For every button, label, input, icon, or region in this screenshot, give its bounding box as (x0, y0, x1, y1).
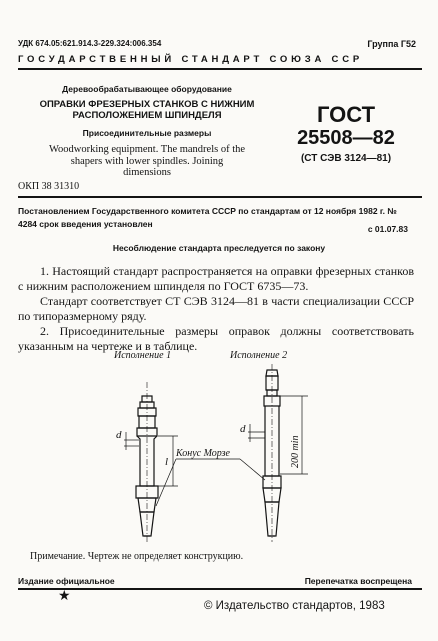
label-d-2: d (240, 423, 246, 435)
mandrel-drawing (18, 346, 358, 546)
udk-code: УДК 674.05:621.914.3-229.324:006.354 (18, 39, 162, 48)
doc-title-line2: РАСПОЛОЖЕНИЕМ ШПИНДЕЛЯ (72, 110, 222, 121)
paragraph-3: 2. Присоединительные размеры оправок должны соответствовать указанным на чертеже и в таблице. (18, 324, 414, 353)
law-warning: Несоблюдение стандарта преследуется по закону (112, 243, 326, 253)
effective-date: с 01.07.83 (367, 224, 408, 234)
header-rule (18, 68, 422, 70)
okp-rule (18, 196, 422, 198)
footer-rule (18, 588, 422, 590)
body-text (18, 264, 414, 354)
morse-taper-label: Конус Морзе (176, 448, 230, 459)
dimension-d-2 (248, 424, 265, 442)
label-200-min: 200 min (290, 435, 301, 468)
doc-title-line1: ОПРАВКИ ФРЕЗЕРНЫХ СТАНКОВ С НИЖНИМ (39, 99, 255, 110)
morse-taper-leader (156, 459, 265, 506)
english-title-line1: Woodworking equipment. The mandrels of the (48, 144, 246, 155)
star-icon: ★ (58, 589, 71, 604)
gost-number: 25508—82 (297, 127, 395, 149)
mandrel-2 (263, 364, 281, 542)
english-title-line3: dimensions (123, 167, 171, 178)
variant-2-label: Исполнение 2 (230, 350, 288, 361)
doc-title (18, 99, 276, 121)
okp-code: ОКП 38 31310 (18, 181, 80, 192)
official-edition: Издание официальное (18, 576, 115, 586)
decree-text: Постановлением Государственного комитета СССР по стандартам от 12 ноября 1982 г. № 4284 срок введения установлен (18, 206, 397, 229)
standard-title: ГОСУДАРСТВЕННЫЙ СТАНДАРТ СОЮЗА ССР (18, 54, 364, 65)
paragraph-2: Стандарт соответствует СТ СЭВ 3124—81 в части специализации СССР по типоразмерному ряду. (18, 294, 414, 323)
drawing-note: Примечание. Чертеж не определяет конструкцию. (30, 551, 244, 562)
english-title (18, 144, 276, 179)
gost-block (287, 104, 405, 164)
category: Деревообрабатывающее оборудование (62, 84, 232, 94)
group-code: Группа Г52 (367, 39, 416, 49)
label-d-1: d (116, 429, 122, 441)
paragraph-1: 1. Настоящий стандарт распространяется на оправки фрезерных станков с нижним расположением шпинделя по ГОСТ 6735—73. (18, 264, 414, 293)
reprint-forbidden: Перепечатка воспрещена (304, 576, 412, 586)
mandrel-1 (136, 382, 158, 542)
st-sev-ref: (СТ СЭВ 3124—81) (300, 153, 392, 164)
gost-label: ГОСТ (316, 102, 376, 127)
variant-1-label: Исполнение 1 (114, 350, 172, 361)
label-l: l (165, 456, 169, 468)
english-title-line2: shapers with lower spindles. Joining (70, 155, 224, 167)
title-block (18, 84, 276, 179)
subtitle: Присоединительные размеры (82, 128, 212, 138)
publisher: © Издательство стандартов, 1983 (204, 600, 385, 612)
